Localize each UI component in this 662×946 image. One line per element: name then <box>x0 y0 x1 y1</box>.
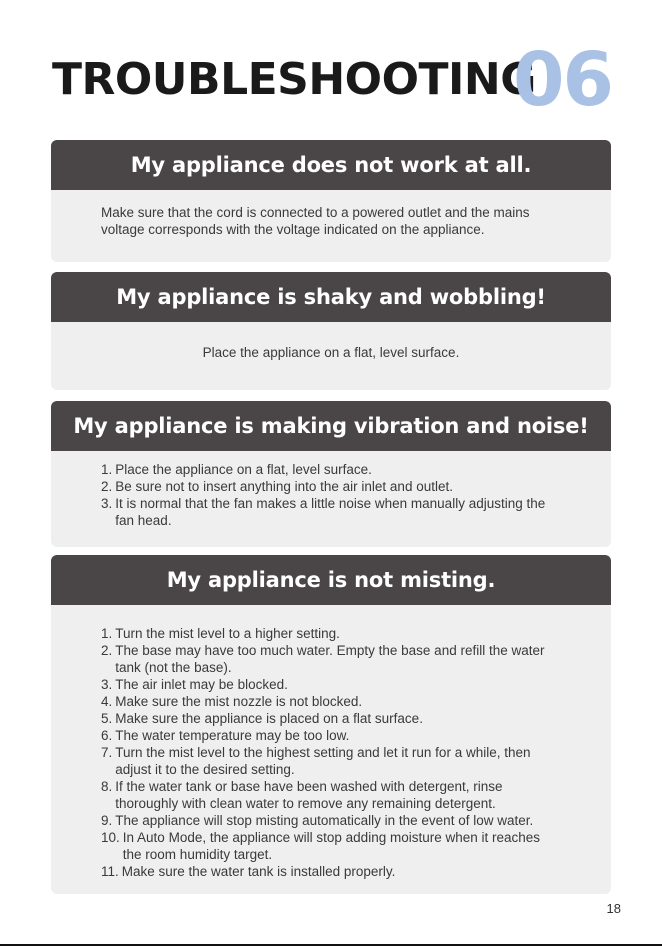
list-item-number: 1. <box>101 462 113 477</box>
list-item <box>101 744 561 778</box>
list-item-text: Make sure the mist nozzle is not blocked. <box>115 694 363 709</box>
list-item-text: Make sure the water tank is installed properly. <box>121 864 396 879</box>
list-item <box>101 829 561 863</box>
list-item <box>101 461 561 478</box>
list-item-text: The appliance will stop misting automatically in the event of low water. <box>115 813 534 828</box>
list-item-text: The water temperature may be too low. <box>115 728 350 743</box>
list-item <box>101 727 561 744</box>
list-item-number: 5. <box>101 711 113 726</box>
card-body <box>51 605 611 880</box>
list-item-number: 7. <box>101 745 113 760</box>
list-item <box>101 625 561 642</box>
list-item <box>101 863 561 880</box>
list-item-number: 11. <box>101 864 119 879</box>
card-body <box>51 451 611 529</box>
list-item-text: Place the appliance on a flat, level surface. <box>115 462 372 477</box>
troubleshooting-card-not-misting <box>51 555 611 894</box>
list-item-number: 2. <box>101 479 113 494</box>
card-text: Make sure that the cord is connected to a powered outlet and the mains voltage corresponds with the voltage indicated on the appliance. <box>101 205 530 237</box>
card-heading: My appliance does not work at all. <box>51 140 611 190</box>
list-item-number: 3. <box>101 496 113 511</box>
list-item-text: The air inlet may be blocked. <box>115 677 288 692</box>
list-item <box>101 812 561 829</box>
card-heading: My appliance is not misting. <box>51 555 611 605</box>
list-item-number: 2. <box>101 643 113 658</box>
solution-list <box>101 625 561 880</box>
list-item-number: 10. <box>101 830 120 845</box>
troubleshooting-card-not-working <box>51 140 611 262</box>
list-item <box>101 478 561 495</box>
list-item-number: 4. <box>101 694 113 709</box>
page-number: 18 <box>606 901 621 916</box>
troubleshooting-card-vibration <box>51 401 611 547</box>
troubleshooting-card-shaky <box>51 272 611 390</box>
list-item-text: If the water tank or base have been washed with detergent, rinse thoroughly with clean water to remove any remaining detergent. <box>115 779 503 811</box>
list-item-number: 6. <box>101 728 113 743</box>
list-item-number: 3. <box>101 677 113 692</box>
list-item <box>101 676 561 693</box>
list-item-text: In Auto Mode, the appliance will stop adding moisture when it reaches the room humidity target. <box>122 830 541 862</box>
list-item <box>101 778 561 812</box>
page-title: TROUBLESHOOTING <box>52 54 536 105</box>
list-item-text: Turn the mist level to a higher setting. <box>115 626 340 641</box>
list-item-text: Make sure the appliance is placed on a flat surface. <box>115 711 423 726</box>
list-item-number: 9. <box>101 813 113 828</box>
card-heading: My appliance is making vibration and noise! <box>51 401 611 451</box>
card-body <box>51 190 611 238</box>
list-item <box>101 495 561 529</box>
list-item <box>101 710 561 727</box>
list-item-number: 8. <box>101 779 113 794</box>
list-item <box>101 693 561 710</box>
list-item-text: It is normal that the fan makes a little noise when manually adjusting the fan head. <box>115 496 546 528</box>
list-item <box>101 642 561 676</box>
card-text: Place the appliance on a flat, level surface. <box>202 345 460 360</box>
list-item-text: The base may have too much water. Empty the base and refill the water tank (not the base). <box>115 643 545 675</box>
card-heading: My appliance is shaky and wobbling! <box>51 272 611 322</box>
list-item-text: Turn the mist level to the highest setting and let it run for a while, then adjust it to the desired setting. <box>115 745 531 777</box>
list-item-number: 1. <box>101 626 113 641</box>
solution-list <box>101 461 561 529</box>
list-item-text: Be sure not to insert anything into the air inlet and outlet. <box>115 479 453 494</box>
card-body <box>51 322 611 361</box>
chapter-number: 06 <box>513 37 612 123</box>
